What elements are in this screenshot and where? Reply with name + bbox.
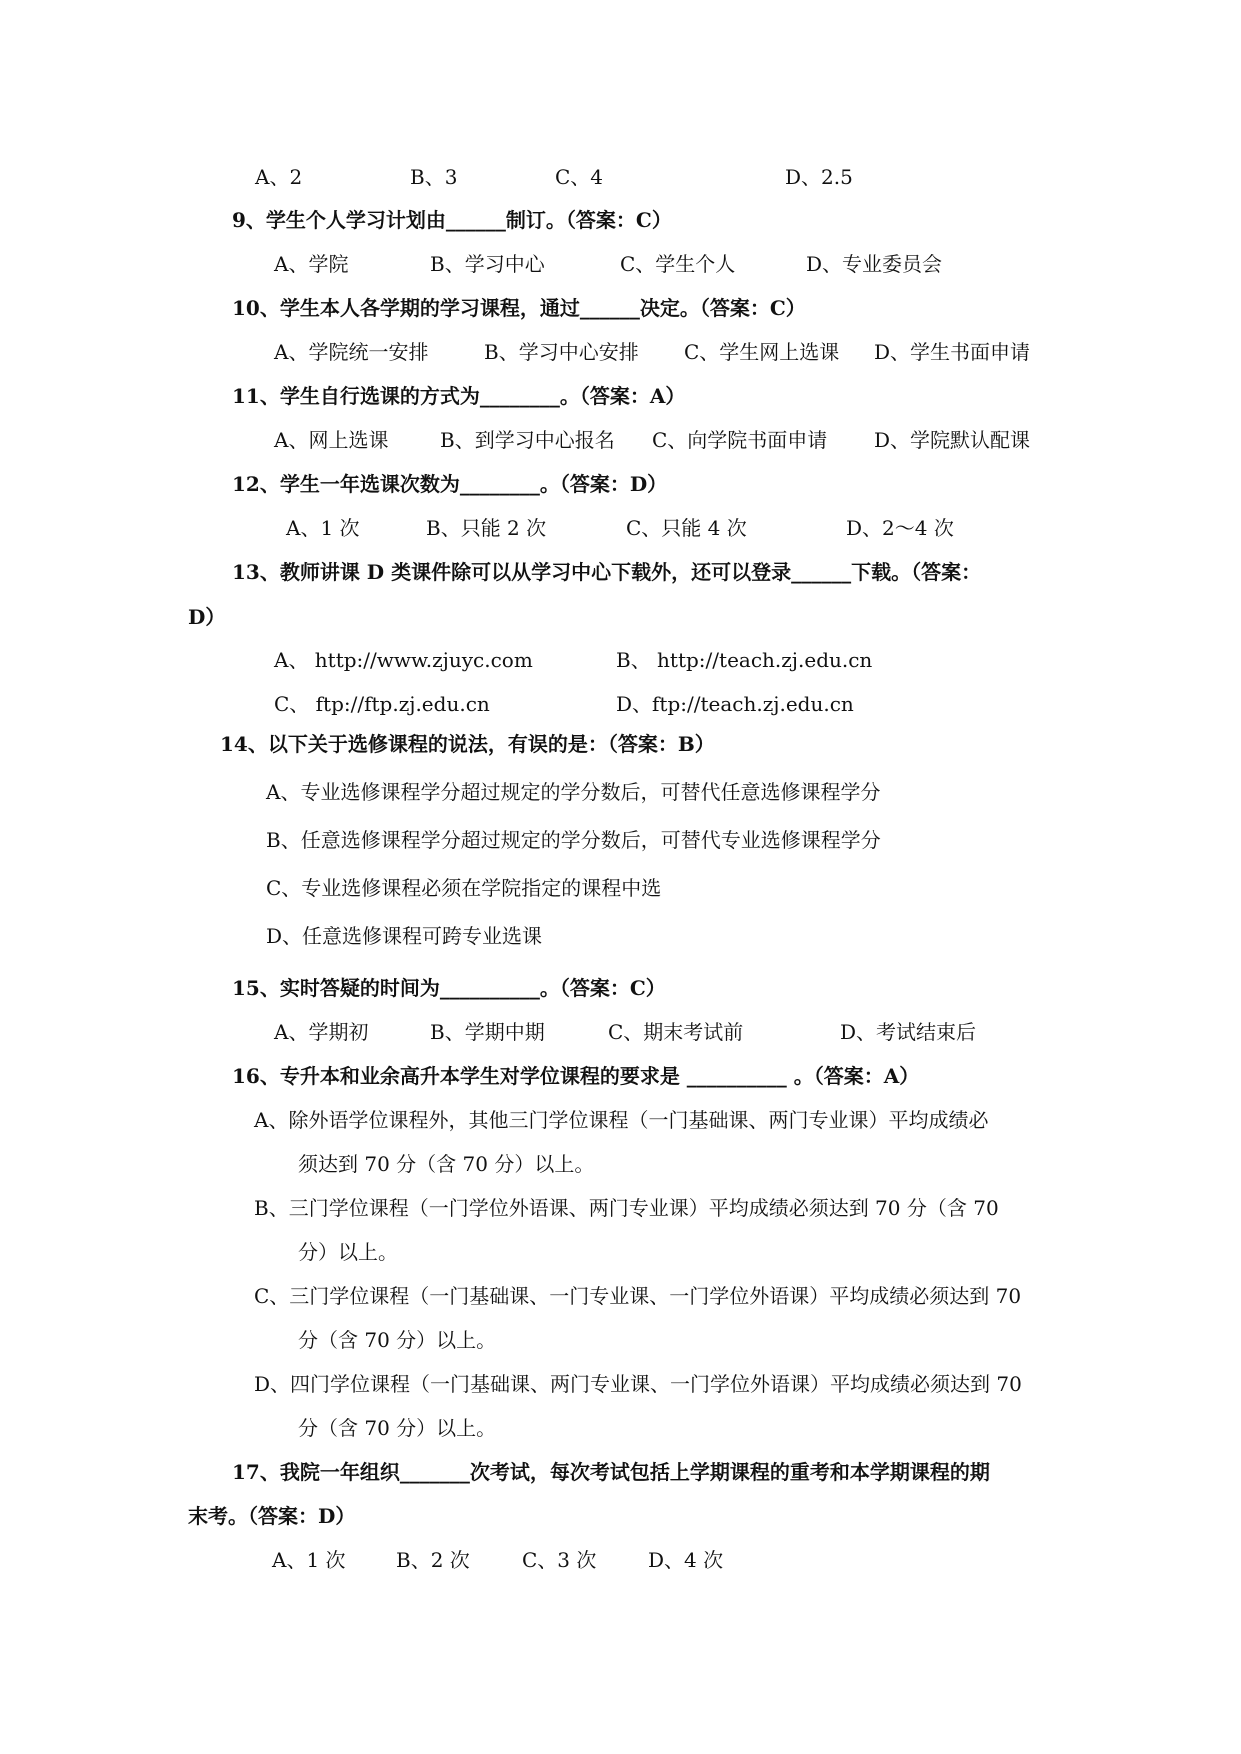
q10-option-a: A、学院统一安排 [274, 340, 429, 364]
question-13-continuation: D） [188, 605, 226, 629]
q16-option-d-continuation: 分（含 70 分）以上。 [298, 1416, 497, 1440]
question-13: 13、教师讲课 D 类课件除可以从学习中心下载外，还可以登录______下载。（答案： [232, 560, 982, 584]
q17-option-b: B、2 次 [396, 1548, 470, 1572]
q17-option-a: A、1 次 [272, 1548, 346, 1572]
q9-option-d: D、专业委员会 [806, 252, 943, 276]
q15-option-b: B、学期中期 [430, 1020, 545, 1044]
q12-option-d: D、2～4 次 [846, 516, 954, 540]
q16-option-b: B、三门学位课程（一门学位外语课、两门专业课）平均成绩必须达到 70 分（含 70 [254, 1196, 999, 1220]
q17-option-d: D、4 次 [648, 1548, 724, 1572]
q12-option-a: A、1 次 [286, 516, 360, 540]
question-14: 14、以下关于选修课程的说法，有误的是：（答案：B） [220, 732, 715, 756]
question-11: 11、学生自行选课的方式为________。（答案：A） [232, 384, 686, 408]
q16-option-d: D、四门学位课程（一门基础课、两门专业课、一门学位外语课）平均成绩必须达到 70 [254, 1372, 1022, 1396]
q16-option-c-continuation: 分（含 70 分）以上。 [298, 1328, 497, 1352]
q9-option-a: A、学院 [274, 252, 349, 276]
q13-option-b: B、 http://teach.zj.edu.cn [616, 648, 873, 672]
q8-option-d: D、2.5 [785, 165, 853, 189]
q11-option-d: D、学院默认配课 [874, 428, 1031, 452]
q16-option-a: A、除外语学位课程外，其他三门学位课程（一门基础课、两门专业课）平均成绩必 [254, 1108, 989, 1132]
q15-option-a: A、学期初 [274, 1020, 369, 1044]
q9-option-c: C、学生个人 [620, 252, 736, 276]
q13-option-c: C、 ftp://ftp.zj.edu.cn [274, 692, 490, 716]
q14-option-a: A、专业选修课程学分超过规定的学分数后，可替代任意选修课程学分 [266, 780, 881, 804]
q8-option-c: C、4 [555, 165, 604, 189]
q10-option-c: C、学生网上选课 [684, 340, 840, 364]
q17-option-c: C、3 次 [522, 1548, 597, 1572]
q14-option-c: C、专业选修课程必须在学院指定的课程中选 [266, 876, 662, 900]
q16-option-a-continuation: 须达到 70 分（含 70 分）以上。 [298, 1152, 595, 1176]
q10-option-d: D、学生书面申请 [874, 340, 1031, 364]
q9-option-b: B、学习中心 [430, 252, 545, 276]
question-17: 17、我院一年组织_______次考试，每次考试包括上学期课程的重考和本学期课程的期 [232, 1460, 990, 1484]
q15-option-d: D、考试结束后 [840, 1020, 977, 1044]
q13-option-a: A、 http://www.zjuyc.com [274, 648, 533, 672]
q8-option-a: A、2 [255, 165, 303, 189]
question-9: 9、学生个人学习计划由______制订。（答案：C） [232, 208, 672, 232]
q8-option-b: B、3 [410, 165, 458, 189]
q13-option-d: D、ftp://teach.zj.edu.cn [616, 692, 854, 716]
q16-option-c: C、三门学位课程（一门基础课、一门专业课、一门学位外语课）平均成绩必须达到 70 [254, 1284, 1022, 1308]
q11-option-c: C、向学院书面申请 [652, 428, 828, 452]
q11-option-b: B、到学习中心报名 [440, 428, 615, 452]
question-12: 12、学生一年选课次数为________。（答案：D） [232, 472, 668, 496]
q12-option-b: B、只能 2 次 [426, 516, 547, 540]
q10-option-b: B、学习中心安排 [484, 340, 639, 364]
q14-option-b: B、任意选修课程学分超过规定的学分数后，可替代专业选修课程学分 [266, 828, 881, 852]
question-16: 16、专升本和业余高升本学生对学位课程的要求是 __________ 。（答案：A） [232, 1064, 920, 1088]
question-17-continuation: 末考。（答案：D） [188, 1504, 356, 1528]
question-10: 10、学生本人各学期的学习课程，通过______决定。（答案：C） [232, 296, 806, 320]
q14-option-d: D、任意选修课程可跨专业选课 [266, 924, 543, 948]
question-15: 15、实时答疑的时间为__________。（答案：C） [232, 976, 666, 1000]
q15-option-c: C、期末考试前 [608, 1020, 744, 1044]
q12-option-c: C、只能 4 次 [626, 516, 747, 540]
q11-option-a: A、网上选课 [274, 428, 389, 452]
q16-option-b-continuation: 分）以上。 [298, 1240, 398, 1264]
